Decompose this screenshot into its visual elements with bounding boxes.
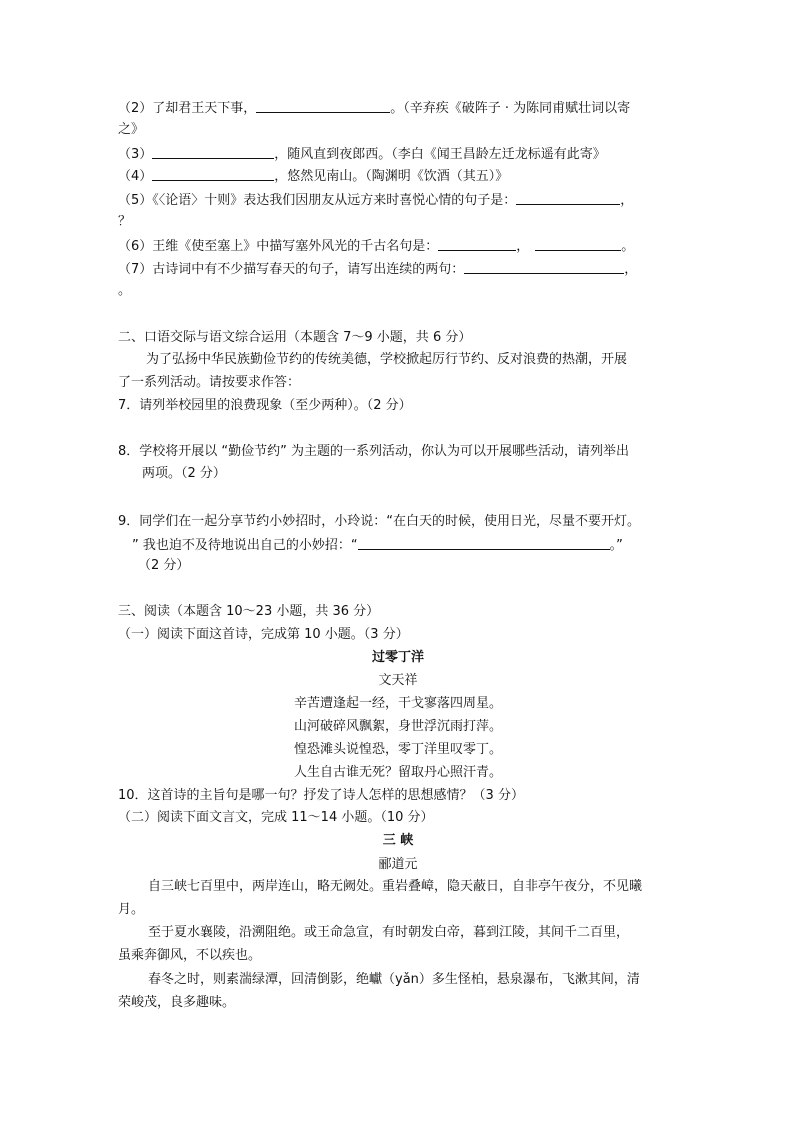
reading-part-2: （二）阅读下面文言文，完成 11～14 小题。（10 分） [118, 810, 434, 825]
recite-q2-text-a: （2）了却君王天下事， [118, 101, 257, 116]
poem-author: 文天祥 [378, 673, 418, 688]
prose-paragraph-1-line1: 自三峡七百里中，两岸连山，略无阙处。重岩叠嶂，隐天蔽日，自非亭午夜分，不见曦 [148, 879, 643, 894]
answer-blank[interactable] [535, 238, 621, 251]
recite-q7-line2: 。 [118, 283, 132, 298]
answer-blank[interactable] [438, 238, 516, 251]
recite-q5-line1 [118, 192, 633, 209]
poem-title: 过零丁洋 [371, 650, 424, 665]
answer-blank[interactable] [256, 100, 390, 113]
answer-blank[interactable] [464, 261, 624, 274]
recite-q3-text-a: （3） [118, 147, 153, 162]
question-9-line3: （2 分） [138, 558, 190, 573]
recite-q4 [118, 168, 508, 185]
poem-line: 人生自古谁无死？留取丹心照汗青。 [293, 765, 502, 780]
prose-paragraph-3-line2: 荣峻茂，良多趣味。 [118, 995, 236, 1010]
recite-q4-text-b: ，悠然见南山。（陶渊明《饮酒（其五）》 [274, 169, 509, 184]
recite-q3-text-b: ，随风直到夜郎西。（李白《闻王昌龄左迁龙标遥有此寄》 [274, 147, 606, 162]
section2-heading: 二、口语交际与语文综合运用（本题含 7～9 小题，共 6 分） [118, 330, 472, 345]
recite-q4-text-a: （4） [118, 169, 153, 184]
recite-q6-text-b: ， [516, 239, 530, 254]
question-9-text-a: ” 我也迫不及待地说出自己的小妙招：“ [132, 538, 358, 553]
question-9-line1: 9．同学们在一起分享节约小妙招时，小玲说：“在白天的时候，使用日光，尽量不要开灯。 [118, 514, 641, 529]
section2-intro-2: 了一系列活动。请按要求作答： [118, 375, 301, 390]
recite-q2-text-b: 。（辛弃疾《破阵子 · 为陈同甫赋壮词以寄 [390, 101, 631, 116]
recite-q6-text-a: （6）王维《使至塞上》中描写塞外风光的千古名句是： [118, 239, 439, 254]
recite-q6-text-c: 。 [621, 239, 635, 254]
poem-line: 辛苦遭逢起一经，干戈寥落四周星。 [293, 696, 502, 711]
poem-line: 惶恐滩头说惶恐，零丁洋里叹零丁。 [293, 742, 502, 757]
recite-q2-line2: 之》 [118, 122, 145, 137]
prose-title: 三 峡 [382, 833, 414, 848]
recite-q7-line1 [118, 261, 637, 278]
recite-q7-text-b: ， [624, 262, 638, 277]
recite-q5-text-a: （5）《〈论语〉十则》表达我们因朋友从远方来时喜悦心情的句子是： [118, 193, 517, 208]
question-10: 10．这首诗的主旨句是哪一句？抒发了诗人怎样的思想感情？（3 分） [118, 788, 524, 803]
recite-q3 [118, 146, 606, 163]
poem-line: 山河破碎风飘絮，身世浮沉雨打萍。 [293, 719, 502, 734]
recite-q7-text-a: （7）古诗词中有不少描写春天的句子，请写出连续的两句： [118, 262, 465, 277]
answer-blank[interactable] [516, 192, 620, 205]
answer-blank[interactable] [152, 168, 274, 181]
prose-paragraph-3-line1: 春冬之时，则素湍绿潭，回清倒影，绝巘（yǎn）多生怪柏，悬泉瀑布，飞漱其间，清 [148, 972, 640, 987]
section2-intro-1: 为了弘扬中华民族勤俭节约的传统美德，学校掀起厉行节约、反对浪费的热潮，开展 [146, 352, 628, 367]
section3-heading: 三、阅读（本题含 10～23 小题，共 36 分） [118, 604, 380, 619]
prose-paragraph-2-line1: 至于夏水襄陵，沿溯阻绝。或王命急宣，有时朝发白帝，暮到江陵，其间千二百里， [148, 925, 630, 940]
recite-q5-text-b: ， [620, 193, 634, 208]
answer-blank[interactable] [152, 146, 274, 159]
prose-paragraph-2-line2: 虽乘奔御风，不以疾也。 [118, 948, 262, 963]
prose-author: 郦道元 [378, 857, 418, 872]
question-9-line2 [132, 537, 623, 554]
question-8-line1: 8．学校将开展以 “勤俭节约” 为主题的一系列活动，你认为可以开展哪些活动，请列举出 [118, 444, 630, 459]
recite-q6 [118, 238, 634, 255]
question-9-text-b: 。” [609, 538, 623, 553]
reading-part-1: （一）阅读下面这首诗，完成第 10 小题。（3 分） [118, 627, 409, 642]
question-8-line2: 两项。（2 分） [142, 466, 226, 481]
recite-q2-line1 [118, 100, 630, 117]
answer-blank[interactable] [358, 537, 610, 550]
prose-paragraph-1-line2: 月。 [118, 902, 145, 917]
question-7: 7．请列举校园里的浪费现象（至少两种）。（2 分） [118, 398, 412, 413]
recite-q5-line2: ？ [118, 214, 132, 229]
